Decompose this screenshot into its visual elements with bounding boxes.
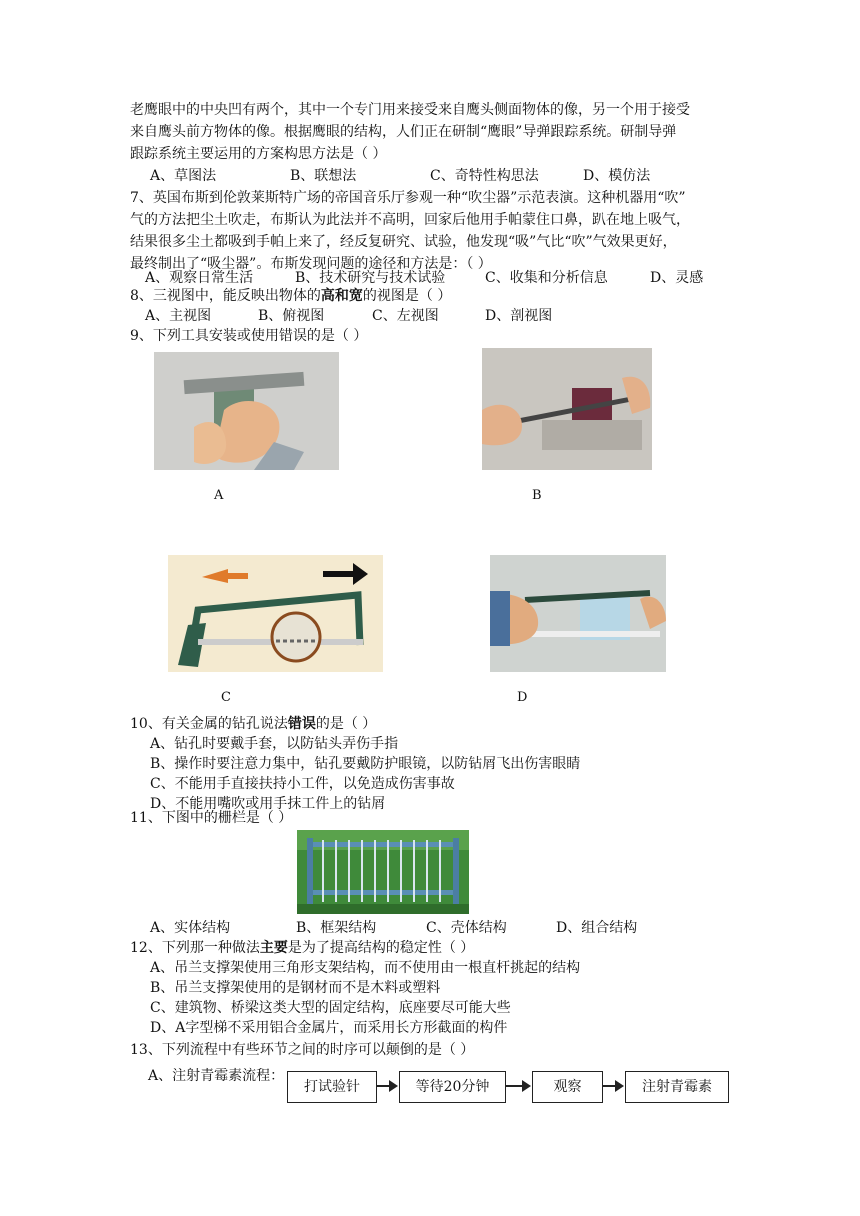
caption-c: C (221, 690, 231, 705)
q7-option-d[interactable]: D、灵感 (650, 270, 704, 286)
q11-option-c[interactable]: C、壳体结构 (426, 920, 507, 936)
q7-line-2: 气的方法把尘土吹走，布斯认为此法并不高明，回家后他用手帕蒙住口鼻，趴在地上吸气， (130, 212, 690, 228)
flow-arrow-3 (602, 1085, 622, 1087)
flow-step-1: 打试验针 (287, 1071, 377, 1103)
tool-photo-d (490, 555, 666, 672)
q9-stem: 9、下列工具安装或使用错误的是（ ） (130, 328, 368, 344)
caption-b: B (532, 488, 542, 503)
q7-option-c[interactable]: C、收集和分析信息 (485, 270, 608, 286)
q8-option-d[interactable]: D、剖视图 (485, 308, 553, 324)
q7-line-3: 结果很多尘土都吸到手帕上来了，经反复研究、试验，他发现“吸”气比“吹”气效果更好， (130, 234, 677, 250)
q10-option-a[interactable]: A、钻孔时要戴手套，以防钻头弄伤手指 (150, 736, 399, 752)
q10-option-d[interactable]: D、不能用嘴吹或用手抹工件上的钻屑 (150, 796, 386, 812)
q10-emphasis: 错误 (287, 716, 316, 732)
q11-option-b[interactable]: B、框架结构 (296, 920, 377, 936)
caption-a: A (214, 488, 224, 503)
tool-photo-a (154, 352, 339, 470)
q13-stem: 13、下列流程中有些环节之间的时序可以颠倒的是（ ） (130, 1042, 475, 1058)
q8-option-a[interactable]: A、主视图 (145, 308, 212, 324)
q7-option-b[interactable]: B、技术研究与技术试验 (295, 270, 446, 286)
q12-emphasis: 主要 (259, 940, 288, 956)
flow-step-3: 观察 (532, 1071, 603, 1103)
flow-step-2: 等待20分钟 (399, 1071, 506, 1103)
q13-option-a-label[interactable]: A、注射青霉素流程： (148, 1068, 285, 1084)
q11-option-a[interactable]: A、实体结构 (150, 920, 231, 936)
q11-stem: 11、下图中的栅栏是（ ） (130, 810, 293, 826)
q7-line-4: 最终制出了“吸尘器”。布斯发现问题的途径和方法是：（ ） (130, 256, 492, 272)
q6-option-d[interactable]: D、模仿法 (583, 168, 651, 184)
q7-option-a[interactable]: A、观察日常生活 (145, 270, 254, 286)
q6-line-1: 老鹰眼中的中央凹有两个，其中一个专门用来接受来自鹰头侧面物体的像，另一个用于接受 (130, 102, 690, 118)
q6-option-a[interactable]: A、草图法 (150, 168, 217, 184)
q10-option-c[interactable]: C、不能用手直接扶持小工件，以免造成伤害事故 (150, 776, 455, 792)
q8-stem: 8、三视图中，能反映出物体的高和宽的视图是（ ） (130, 288, 452, 304)
q6-line-3: 跟踪系统主要运用的方案构思方法是（ ） (130, 146, 387, 162)
q10-stem: 10、有关金属的钻孔说法错误的是（ ） (130, 716, 377, 732)
q11-option-d[interactable]: D、组合结构 (556, 920, 638, 936)
q12-option-a[interactable]: A、吊兰支撑架使用三角形支架结构，而不使用由一根直杆挑起的结构 (150, 960, 581, 976)
flow-arrow-2 (505, 1085, 529, 1087)
q12-option-b[interactable]: B、吊兰支撑架使用的是钢材而不是木料或塑料 (150, 980, 441, 996)
tool-photo-b (482, 348, 652, 470)
q8-option-b[interactable]: B、俯视图 (258, 308, 325, 324)
q8-emphasis: 高和宽 (320, 288, 363, 304)
q6-option-b[interactable]: B、联想法 (290, 168, 357, 184)
q8-option-c[interactable]: C、左视图 (372, 308, 439, 324)
q6-line-2: 来自鹰头前方物体的像。根据鹰眼的结构，人们正在研制“鹰眼”导弹跟踪系统。研制导弹 (130, 124, 677, 140)
fence-photo (297, 830, 469, 914)
caption-d: D (517, 690, 528, 705)
q10-option-b[interactable]: B、操作时要注意力集中，钻孔要戴防护眼镜，以防钻屑飞出伤害眼睛 (150, 756, 581, 772)
q6-option-c[interactable]: C、奇特性构思法 (430, 168, 539, 184)
q12-stem: 12、下列那一种做法主要是为了提高结构的稳定性（ ） (130, 940, 475, 956)
q7-line-1: 7、英国布斯到伦敦莱斯特广场的帝国音乐厅参观一种“吹尘器”示范表演。这种机器用“吹” (130, 190, 686, 206)
tool-photo-c (168, 555, 383, 672)
flow-step-4: 注射青霉素 (625, 1071, 729, 1103)
flow-arrow-1 (376, 1085, 396, 1087)
q12-option-d[interactable]: D、A字型梯不采用铝合金属片，而采用长方形截面的构件 (150, 1020, 508, 1036)
q12-option-c[interactable]: C、建筑物、桥梁这类大型的固定结构，底座要尽可能大些 (150, 1000, 511, 1016)
